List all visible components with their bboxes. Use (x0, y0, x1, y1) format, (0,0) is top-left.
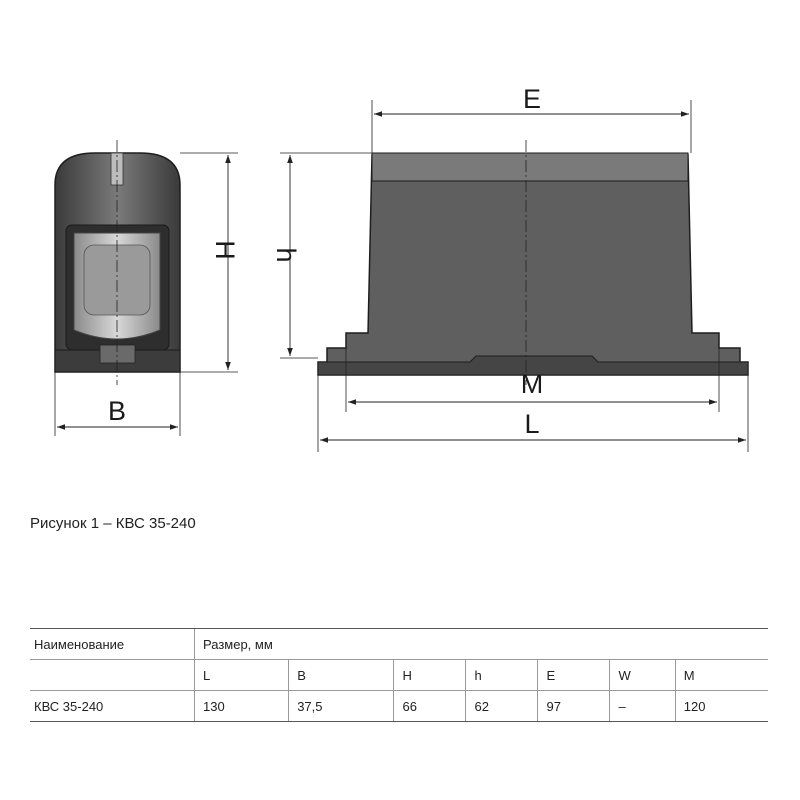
name-column-header: Наименование (30, 629, 195, 660)
column-header-L: L (195, 660, 289, 691)
dim-label-B: B (107, 396, 127, 426)
value-E: 97 (538, 691, 610, 722)
value-W: – (610, 691, 675, 722)
column-header-E: E (538, 660, 610, 691)
dimensions-table (30, 628, 768, 722)
table-row (30, 691, 768, 722)
table-subheader-row (30, 660, 768, 691)
dim-label-M: M (520, 369, 544, 399)
value-H: 66 (394, 691, 466, 722)
dim-label-h: h (271, 247, 301, 263)
top-cover (372, 153, 688, 181)
dim-label-E: E (522, 84, 542, 114)
size-column-header: Размер, мм (195, 629, 769, 660)
table-cell (30, 660, 195, 691)
column-header-B: B (289, 660, 394, 691)
table-header-row (30, 629, 768, 660)
value-L: 130 (195, 691, 289, 722)
value-B: 37,5 (289, 691, 394, 722)
column-header-h: h (466, 660, 538, 691)
side-body (318, 155, 748, 375)
value-M: 120 (675, 691, 768, 722)
dim-label-H: H (210, 240, 240, 260)
column-header-H: H (394, 660, 466, 691)
figure-caption: Рисунок 1 – КВС 35-240 (30, 515, 196, 532)
value-h: 62 (466, 691, 538, 722)
base-tab (100, 345, 135, 363)
dim-label-L: L (524, 409, 540, 439)
column-header-W: W (610, 660, 675, 691)
front-view (55, 140, 240, 436)
side-view (271, 84, 748, 452)
row-name: КВС 35-240 (30, 691, 195, 722)
column-header-M: M (675, 660, 768, 691)
